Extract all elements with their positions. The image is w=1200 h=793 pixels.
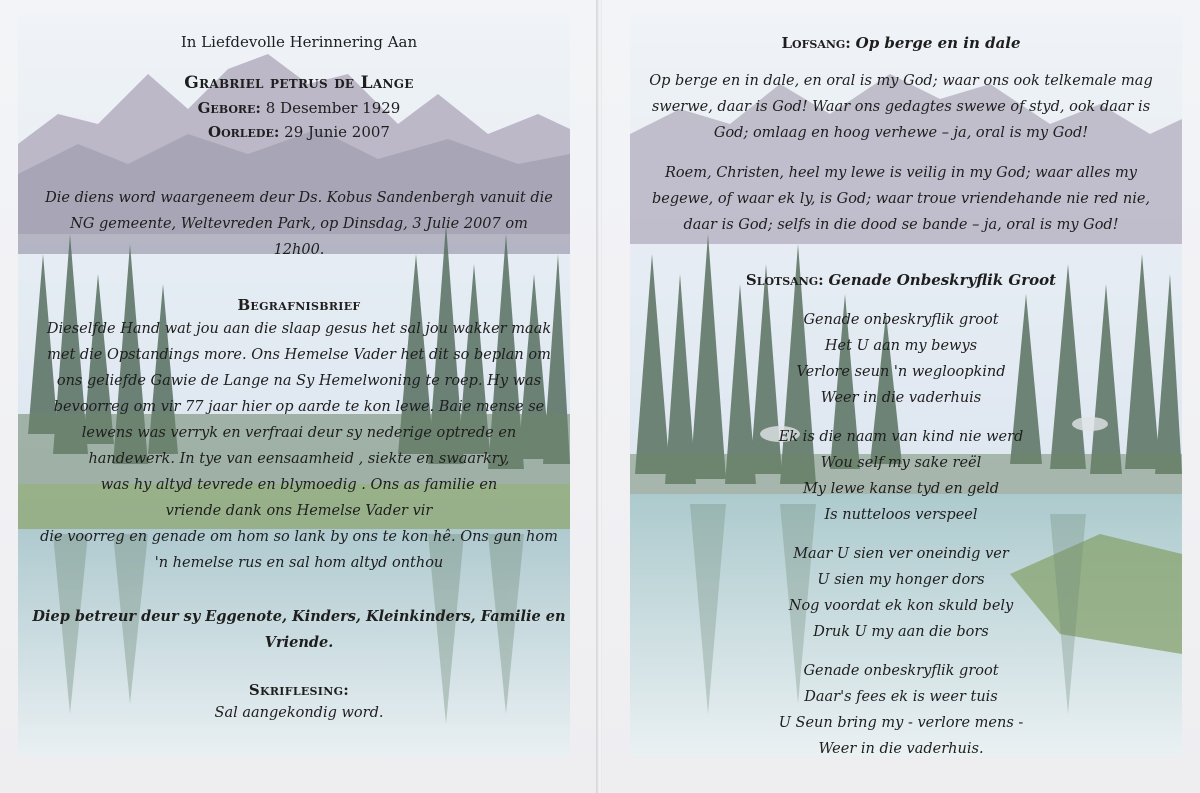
verse-line: Roem, Christen, heel my lewe is veilig in my God; waar alles my [665, 165, 1137, 181]
closing-label: Slotsang: [745, 271, 824, 289]
letter-line: vriende dank ons Hemelse Vader vir [165, 503, 433, 519]
service-line: Die diens word waargeneem deur Ds. Kobus Sandenbergh vanuit die [45, 190, 553, 206]
mourners-line: Diep betreur deur sy Eggenote, Kinders, Kleinkinders, Familie en [32, 608, 566, 625]
service-line: NG gemeente, Weltevreden Park, op Dinsdag, 3 Julie 2007 om [70, 216, 528, 232]
hymn-title: Op berge en in dale [855, 34, 1021, 52]
closing-title: Genade Onbeskryflik Groot [828, 271, 1057, 289]
stanza-line: Weer in die vaderhuis. [818, 741, 984, 757]
stanza-line: U Seun bring my - verlore mens - [778, 715, 1024, 731]
verse-line: daar is God; selfs in die dood se bande – ja, oral is my God! [683, 217, 1119, 233]
stanza-line: Druk U my aan die bors [813, 624, 989, 640]
died-date: 29 Junie 2007 [284, 123, 390, 141]
stanza-line: Ek is die naam van kind nie werd [778, 429, 1024, 445]
letter-line: ons geliefde Gawie de Lange na Sy Hemelwoning te roep. Hy was [56, 373, 542, 389]
stanza-line: Het U aan my bewys [824, 338, 978, 354]
hymn-label: Lofsang: [781, 34, 851, 52]
deceased-name: Grabriel petrus de Lange [184, 73, 414, 93]
letter-line: lewens was verryk en verfraai deur sy nederige optrede en [81, 425, 517, 441]
died-label: Oorlede: [208, 123, 280, 141]
artist-signature [440, 769, 441, 779]
service-line: 12h00. [273, 242, 325, 258]
death-line [0, 122, 598, 142]
stanza-line: Genade onbeskryflik groot [803, 312, 999, 328]
stanza-line: Wou self my sake reël [820, 455, 982, 471]
stanza-line: Verlore seun 'n wegloopkind [796, 364, 1006, 380]
stanza-line: Weer in die vaderhuis [820, 390, 982, 406]
memorial-heading: In Liefdevolle Herinnering Aan [180, 33, 418, 51]
stanza-line: Genade onbeskryflik groot [803, 663, 999, 679]
left-page-text [0, 0, 598, 793]
stanza-line: Maar U sien ver oneindig ver [793, 546, 1009, 562]
verse-line: God; omlaag en hoog verhewe – ja, oral is my God! [713, 125, 1089, 141]
born-label: Gebore: [197, 99, 261, 117]
letter-line: handewerk. In tye van eensaamheid , siekte en swaarkry, [88, 451, 510, 467]
letter-line: Dieselfde Hand wat jou aan die slaap gesus het sal jou wakker maak [46, 321, 552, 337]
scripture-reading-text: Sal aangekondig word. [214, 705, 384, 721]
verse-line: Op berge en in dale, en oral is my God; waar ons ook telkemale mag [649, 73, 1153, 89]
stanza-line: Is nutteloos verspeel [824, 507, 978, 523]
stanza-line: My lewe kanse tyd en geld [802, 481, 1000, 497]
stanza-line: Daar's fees ek is weer tuis [804, 689, 998, 705]
right-page [602, 0, 1200, 793]
letter-title: Begrafnisbrief [237, 296, 361, 314]
born-date: 8 Desember 1929 [265, 99, 401, 117]
left-page [0, 0, 598, 793]
verse-line: begewe, of waar ek ly, is God; waar troue vriendehande nie red nie, [651, 191, 1151, 207]
hymn-heading [602, 33, 1200, 53]
verse-line: swerwe, daar is God! Waar ons gedagtes swewe of styd, ook daar is [651, 99, 1151, 115]
letter-line: was hy altyd tevrede en blymoedig . Ons as familie en [100, 477, 498, 493]
mourners-line: Vriende. [264, 634, 334, 651]
letter-line: bevoorreg om vir 77 jaar hier op aarde te kon lewe. Baie mense se [53, 399, 545, 415]
letter-line: 'n hemelse rus en sal hom altyd onthou [154, 555, 444, 571]
stanza-line: Nog voordat ek kon skuld bely [788, 598, 1014, 614]
letter-line: die voorreg en genade om hom so lank by ons te kon hê. Ons gun hom [40, 529, 558, 545]
scripture-reading-title: Skriflesing: [248, 681, 350, 699]
right-page-text [602, 0, 1200, 793]
closing-hymn-heading [602, 270, 1200, 290]
birth-line [0, 98, 598, 118]
letter-line: met die Opstandings more. Ons Hemelse Vader het dit so beplan om [47, 347, 551, 363]
stanza-line: U sien my honger dors [817, 572, 985, 588]
